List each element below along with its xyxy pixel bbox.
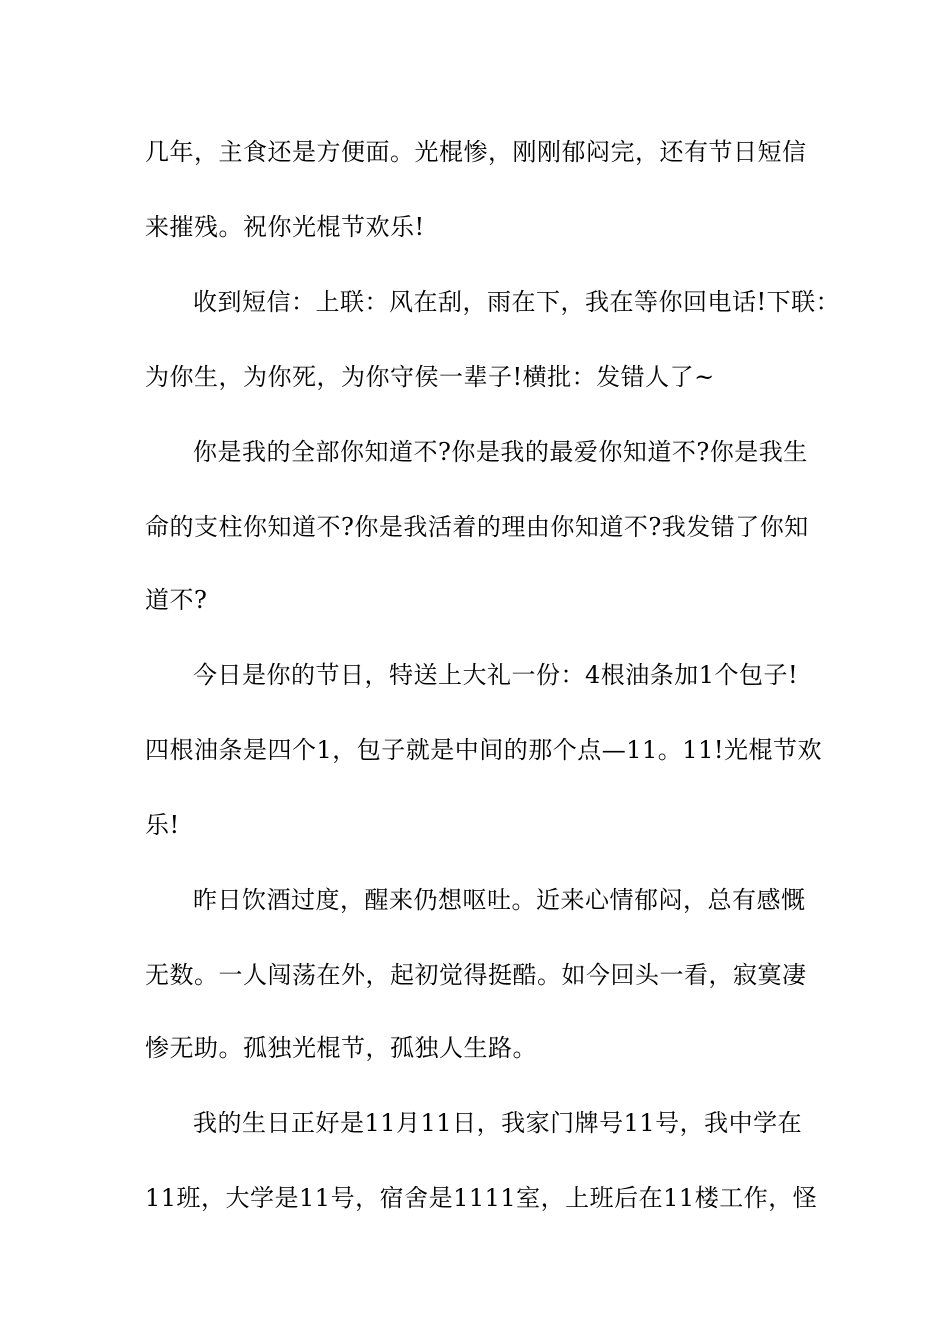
paragraph-first-line: 今日是你的节日，特送上大礼一份：4根油条加1个包子! — [193, 661, 799, 689]
text-line: 命的支柱你知道不?你是我活着的理由你知道不?我发错了你知 — [145, 513, 809, 541]
text-line: 为你生，为你死，为你守侯一辈子!横批：发错人了~ — [145, 363, 715, 391]
paragraph-first-line: 昨日饮酒过度，醒来仍想呕吐。近来心情郁闷，总有感慨 — [193, 886, 806, 914]
paragraph-first-line: 我的生日正好是11月11日，我家门牌号11号，我中学在 — [193, 1109, 803, 1137]
text-line: 四根油条是四个1，包子就是中间的那个点—11。11!光棍节欢 — [145, 736, 822, 764]
text-line: 几年，主食还是方便面。光棍惨，刚刚郁闷完，还有节日短信 — [145, 138, 807, 166]
text-line: 来摧残。祝你光棍节欢乐! — [145, 213, 425, 241]
text-line: 道不? — [145, 586, 208, 614]
paragraph-first-line: 你是我的全部你知道不?你是我的最爱你知道不?你是我生 — [193, 438, 808, 466]
text-line: 乐! — [145, 811, 180, 839]
paragraph-first-line: 收到短信：上联：风在刮，雨在下，我在等你回电话!下联： — [193, 288, 841, 316]
text-line: 无数。一人闯荡在外，起初觉得挺酷。如今回头一看，寂寞凄 — [145, 961, 807, 989]
text-line: 惨无助。孤独光棍节，孤独人生路。 — [145, 1034, 537, 1062]
text-line: 11班，大学是11号，宿舍是1111室，上班后在11楼工作，怪 — [145, 1184, 818, 1212]
